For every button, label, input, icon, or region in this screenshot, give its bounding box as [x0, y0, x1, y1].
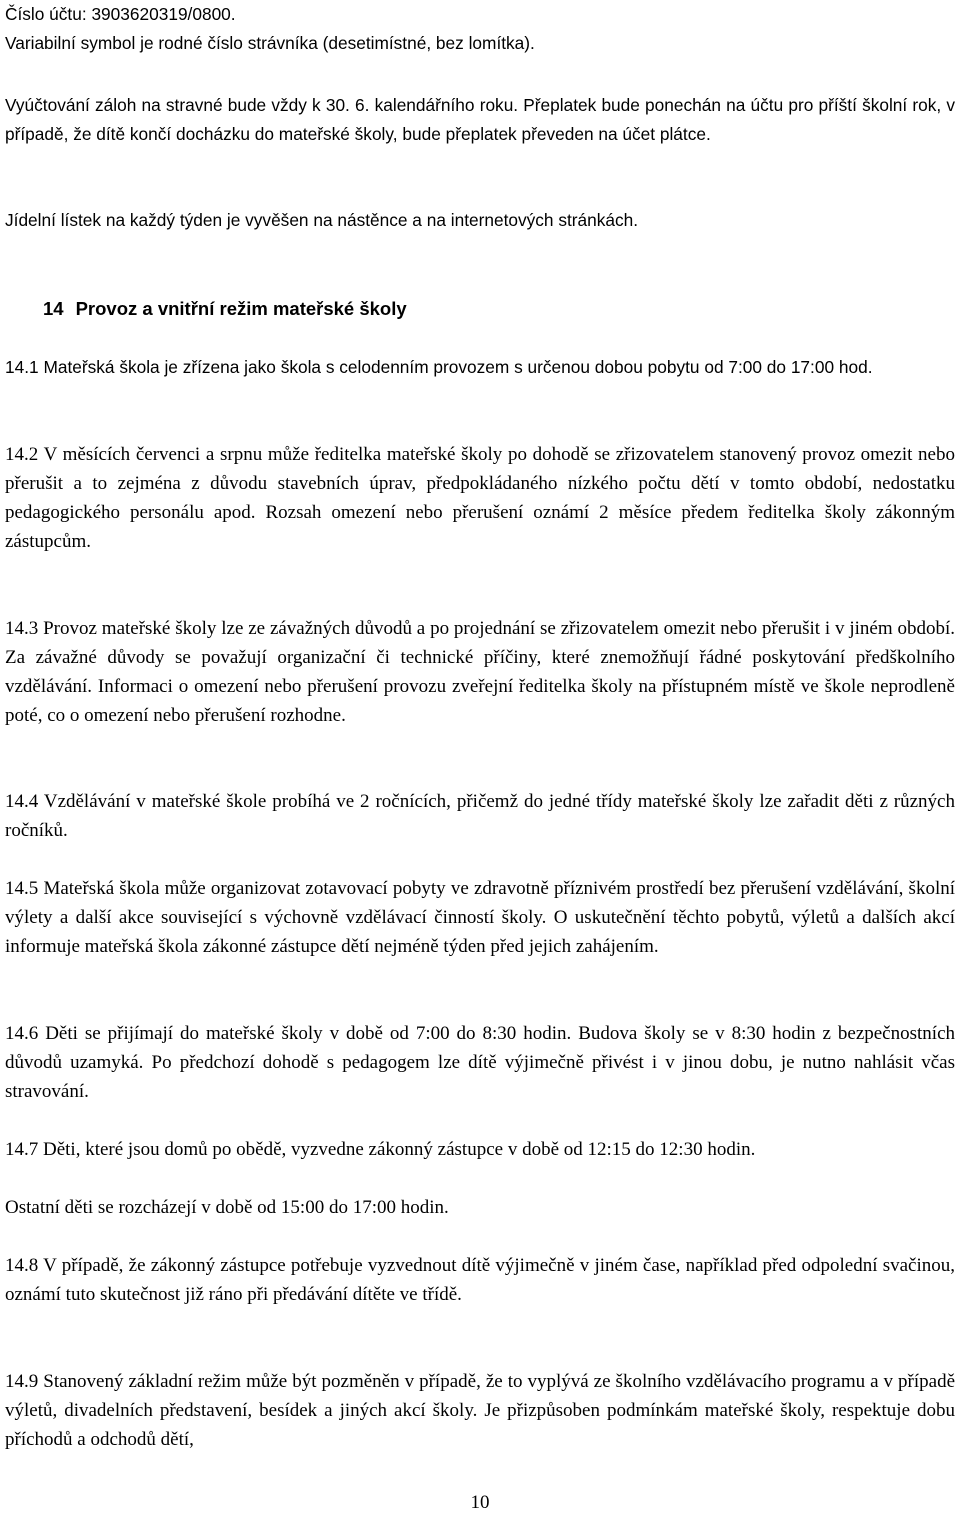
paragraph-14-9: [5, 1367, 955, 1454]
paragraph-number: 14.8: [5, 1255, 39, 1276]
paragraph-14-4: [5, 787, 955, 845]
variable-symbol-line: Variabilní symbol je rodné číslo strávníka (desetimístné, bez lomítka).: [5, 33, 535, 53]
paragraph-text: Mateřská škola je zřízena jako škola s celodenním provozem s určenou dobou pobytu od 7:00 do 17:00 hod.: [43, 357, 873, 377]
paragraph-text: V měsících červenci a srpnu může ředitelka mateřské školy po dohodě se zřizovatelem stanovený provoz omezit nebo přerušit a to zejména z důvodu stavebních úprav, předpokládaného nízkého počtu dětí v tomto období, nedostatku pedagogického personálu apod. Rozsah omezení nebo přerušení oznámí 2 měsíce předem ředitelka školy zákonným zástupcům.: [5, 444, 955, 552]
paragraph-text: Stanovený základní režim může být pozměněn v případě, že to vyplývá ze školního vzdělávacího programu a v případě výletů, divadelních představení, besídek a jiných akcí školy. Je přizpůsoben podmínkám mateřské školy, respektuje dobu příchodů a odchodů dětí,: [5, 1371, 956, 1450]
paragraph-14-7: [5, 1135, 955, 1164]
paragraph-text: Mateřská škola může organizovat zotavovací pobyty ve zdravotně příznivém prostředí bez přerušení vzdělávání, školní výlety a další akce související s výchovně vzdělávací činností školy. O uskutečnění těchto pobytů, výletů a dalších akcí informuje mateřská škola zákonné zástupce dětí nejméně týden před jejich zahájením.: [5, 878, 956, 957]
paragraph-text: Děti, které jsou domů po obědě, vyzvedne zákonný zástupce v době od 12:15 do 12:30 hodin.: [43, 1139, 756, 1160]
paragraph-number: 14.9: [5, 1371, 39, 1392]
paragraph-number: 14.1: [5, 357, 39, 377]
paragraph-14-5: [5, 874, 955, 961]
section-heading: [43, 294, 407, 323]
billing-paragraph: Vyúčtování záloh na stravné bude vždy k 30. 6. kalendářního roku. Přeplatek bude ponechán na účtu pro příští školní rok, v případě, že dítě končí docházku do mateřské školy, bude přeplatek převeden na účet plátce.: [5, 95, 955, 144]
menu-notice: Jídelní lístek na každý týden je vyvěšen na nástěnce a na internetových stránkách.: [5, 210, 639, 230]
paragraph-14-7-extra: Ostatní děti se rozcházejí v době od 15:00 do 17:00 hodin.: [5, 1197, 449, 1218]
paragraph-number: 14.5: [5, 878, 39, 899]
paragraph-14-2: [5, 440, 955, 556]
paragraph-text: Vzdělávání v mateřské škole probíhá ve 2 ročnících, přičemž do jedné třídy mateřské školy lze zařadit děti z různých ročníků.: [5, 791, 955, 841]
paragraph-text: V případě, že zákonný zástupce potřebuje vyzvednout dítě výjimečně v jiném čase, například před odpolední svačinou, oznámí tuto skutečnost již ráno při předávání dítěte ve třídě.: [5, 1255, 955, 1305]
page-number: 10: [470, 1492, 490, 1513]
paragraph-number: 14.2: [5, 444, 39, 465]
paragraph-14-8: [5, 1251, 955, 1309]
paragraph-14-3: [5, 614, 955, 730]
paragraph-text: Děti se přijímají do mateřské školy v době od 7:00 do 8:30 hodin. Budova školy se v 8:30 hodin z bezpečnostních důvodů uzamyká. Po předchozí dohodě s pedagogem lze dítě výjimečně přivést i v jinou dobu, je nutno nahlásit včas stravování.: [5, 1023, 955, 1102]
paragraph-14-1: [5, 353, 955, 382]
section-number: 14: [43, 298, 64, 319]
account-number-line: Číslo účtu: 3903620319/0800.: [5, 4, 236, 24]
paragraph-number: 14.7: [5, 1139, 39, 1160]
paragraph-text: Provoz mateřské školy lze ze závažných důvodů a po projednání se zřizovatelem omezit nebo přerušit i v jiném období. Za závažné důvody se považují organizační či technické příčiny, které znemožňují řádné poskytování předškolního vzdělávání. Informaci o omezení nebo přerušení provozu zveřejní ředitelka školy na přístupném místě ve škole neprodleně poté, co o omezení nebo přerušení rozhodne.: [5, 618, 955, 726]
paragraph-14-6: [5, 1019, 955, 1106]
paragraph-number: 14.3: [5, 618, 39, 639]
paragraph-number: 14.4: [5, 791, 39, 812]
paragraph-number: 14.6: [5, 1023, 39, 1044]
section-title: Provoz a vnitřní režim mateřské školy: [75, 298, 407, 319]
